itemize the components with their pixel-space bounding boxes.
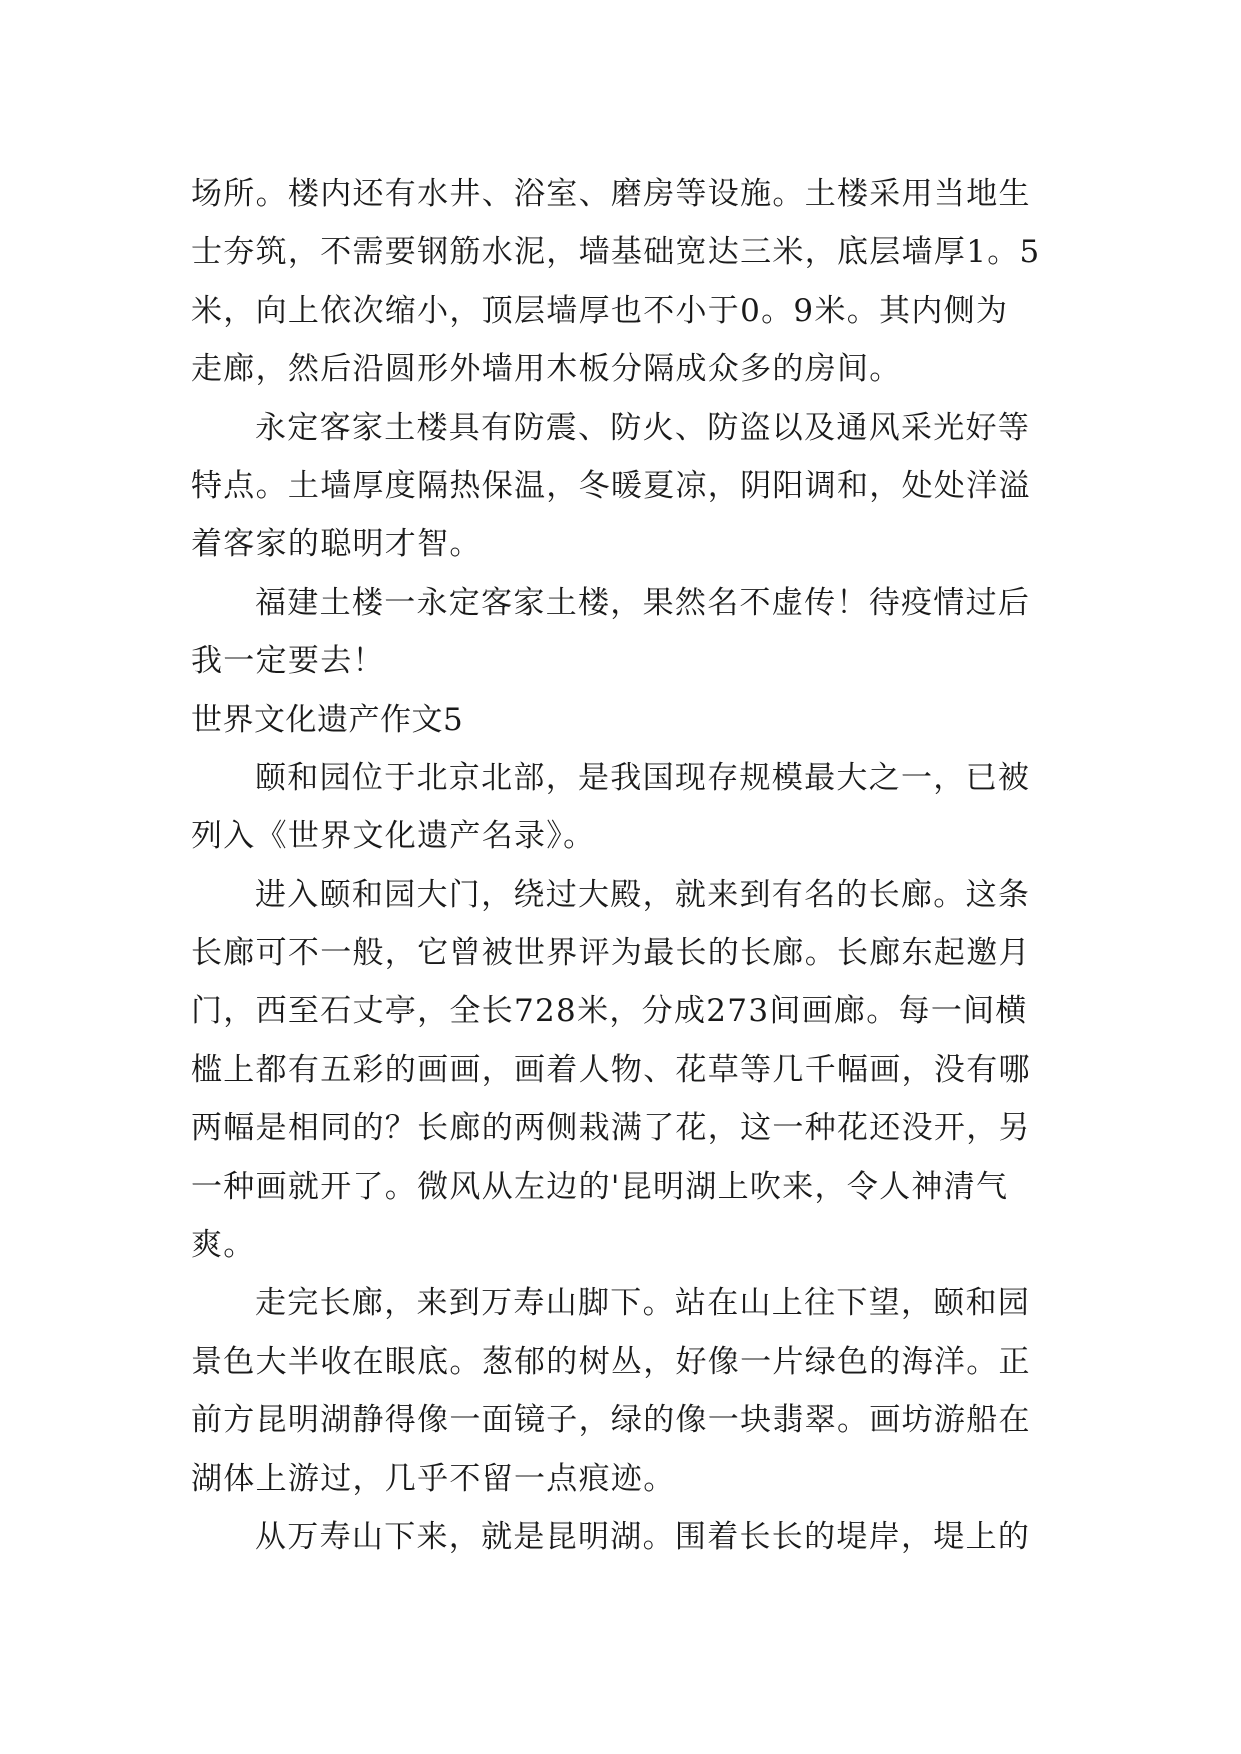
text-line: 士夯筑，不需要钢筋水泥，墙基础宽达三米，底层墙厚1。5	[191, 234, 1041, 271]
text-line: 长廊可不一般，它曾被世界评为最长的长廊。长廊东起邀月	[191, 935, 1031, 972]
text-line: 一种画就开了。微风从左边的'昆明湖上吹来，令人神清气	[191, 1168, 1009, 1205]
text-line: 特点。土墙厚度隔热保温，冬暖夏凉，阴阳调和，处处洋溢	[191, 467, 1031, 504]
text-line: 爽。	[191, 1227, 256, 1264]
paragraph-first-line: 进入颐和园大门，绕过大殿，就来到有名的长廊。这条	[255, 876, 1031, 913]
document-body	[191, 165, 1051, 1566]
text-line: 槛上都有五彩的画画，画着人物、花草等几千幅画，没有哪	[191, 1051, 1031, 1088]
text-line: 走廊，然后沿圆形外墙用木板分隔成众多的房间。	[191, 351, 902, 388]
paragraph-first-line: 福建土楼一永定客家土楼，果然名不虚传！待疫情过后	[255, 584, 1031, 621]
text-line: 着客家的聪明才智。	[191, 526, 482, 563]
text-line: 我一定要去！	[191, 643, 385, 680]
paragraph-first-line: 走完长廊，来到万寿山脚下。站在山上往下望，颐和园	[255, 1285, 1031, 1322]
text-line: 两幅是相同的？长廊的两侧栽满了花，这一种花还没开，另	[191, 1110, 1031, 1147]
text-line: 列入《世界文化遗产名录》。	[191, 818, 596, 855]
text-line: 湖体上游过，几乎不留一点痕迹。	[191, 1460, 676, 1497]
section-heading: 世界文化遗产作文5	[191, 701, 464, 738]
text-line: 景色大半收在眼底。葱郁的树丛，好像一片绿色的海洋。正	[191, 1343, 1031, 1380]
text-line: 门，西至石丈亭，全长728米，分成273间画廊。每一间横	[191, 993, 1028, 1030]
text-line: 米，向上依次缩小，顶层墙厚也不小于0。9米。其内侧为	[191, 292, 1009, 329]
text-line: 前方昆明湖静得像一面镜子，绿的像一块翡翠。画坊游船在	[191, 1402, 1031, 1439]
paragraph-first-line: 永定客家土楼具有防震、防火、防盗以及通风采光好等	[255, 409, 1031, 446]
paragraph-first-line: 从万寿山下来，就是昆明湖。围着长长的堤岸，堤上的	[255, 1518, 1031, 1555]
paragraph-first-line: 颐和园位于北京北部，是我国现存规模最大之一，已被	[255, 759, 1031, 796]
text-line: 场所。楼内还有水井、浴室、磨房等设施。土楼采用当地生	[191, 176, 1031, 212]
